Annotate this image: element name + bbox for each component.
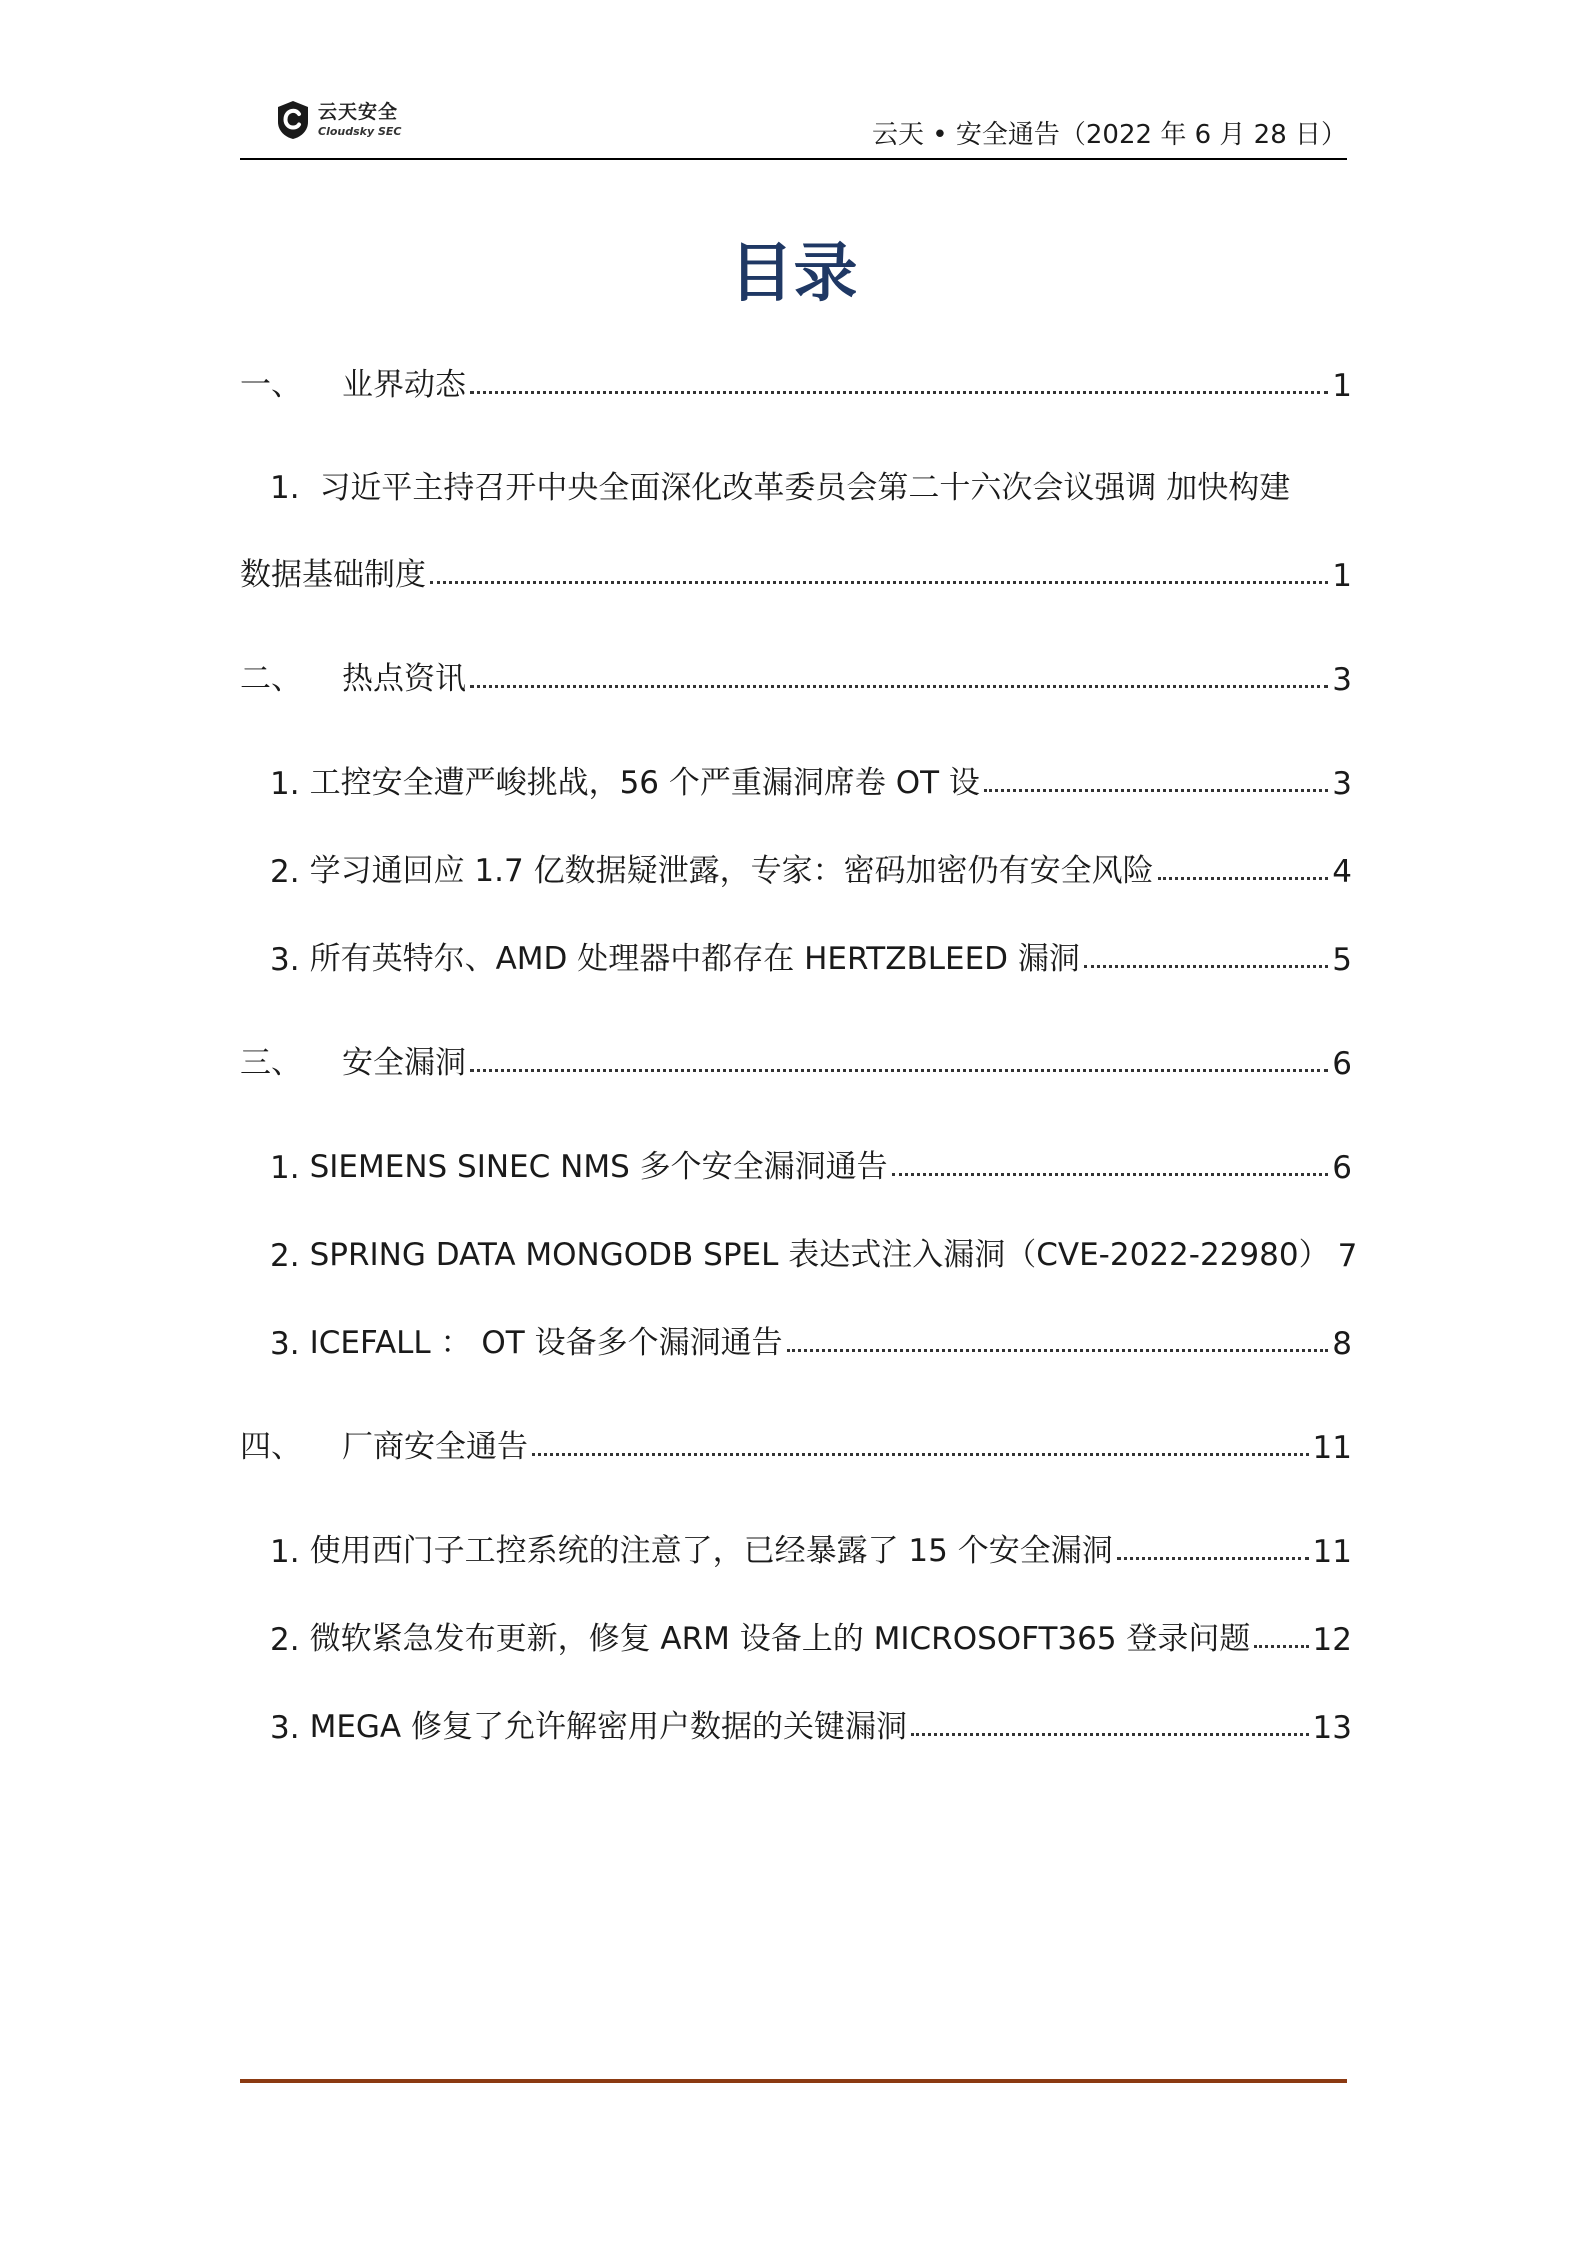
toc-item[interactable] [270,1702,1352,1746]
toc-page-number: 13 [1312,1710,1352,1746]
toc-page-number: 12 [1312,1622,1352,1658]
toc-item-label: SIEMENS SINEC NMS 多个安全漏洞通告 [309,1149,888,1185]
toc-section-industry-news[interactable] [240,360,1352,404]
toc-item-number: 1. [270,766,300,802]
toc-item-label: 学习通回应 1.7 亿数据疑泄露，专家：密码加密仍有安全风险 [309,853,1154,889]
cloudsky-logo [276,98,401,142]
toc-item-number: 2. [270,1622,300,1658]
toc-item[interactable] [270,1526,1352,1570]
toc-page-number: 7 [1337,1238,1358,1274]
toc-title: 目录 [729,237,858,311]
toc-page-number: 1 [1332,558,1352,594]
toc-item[interactable] [270,1614,1352,1658]
toc-item[interactable] [270,758,1352,802]
toc-page-number: 8 [1332,1326,1352,1362]
shield-logo-icon [276,100,310,140]
toc-leader-dots [470,1069,1328,1072]
toc-section-label: 业界动态 [342,367,466,403]
toc-item-number: 1. [270,470,300,506]
toc-item[interactable] [270,846,1352,890]
toc-item-label: 工控安全遭严峻挑战，56 个严重漏洞席卷 OT 设 [309,765,980,801]
toc-item-label: 数据基础制度 [240,557,426,593]
document-header-title: 云天 • 安全通告（2022 年 6 月 28 日） [872,120,1347,150]
toc-page-number: 3 [1332,662,1352,698]
toc-page-number: 5 [1332,942,1352,978]
toc-item-number: 3. [270,1710,300,1746]
toc-leader-dots [1117,1557,1309,1560]
toc-leader-dots [984,789,1328,792]
toc-item[interactable] [270,1230,1358,1274]
toc-item-label: MEGA 修复了允许解密用户数据的关键漏洞 [309,1709,907,1745]
toc-page-number: 11 [1312,1430,1352,1466]
toc-item[interactable] [270,934,1352,978]
toc-section-number: 三、 [240,1045,302,1081]
toc-leader-dots [1158,877,1329,880]
toc-page-number: 6 [1332,1150,1352,1186]
toc-section-number: 二、 [240,661,302,697]
toc-leader-dots [911,1733,1309,1736]
toc-section-number: 四、 [240,1429,302,1465]
toc-item-number: 1. [270,1150,300,1186]
toc-item-number: 1. [270,1534,300,1570]
toc-page-number: 3 [1332,766,1352,802]
toc-section-hot-news[interactable] [240,654,1352,698]
toc-section-number: 一、 [240,367,302,403]
toc-item-label: SPRING DATA MONGODB SPEL 表达式注入漏洞（CVE-2022-22980） [309,1237,1330,1273]
toc-section-vendor-advisories[interactable] [240,1422,1352,1466]
toc-item[interactable] [270,1142,1352,1186]
toc-item-number: 3. [270,942,300,978]
toc-page-number: 11 [1312,1534,1352,1570]
header-divider [240,158,1347,160]
toc-item-wrapped-first-line[interactable] [270,462,1352,507]
toc-section-label: 厂商安全通告 [342,1429,528,1465]
toc-item-label: 所有英特尔、AMD 处理器中都存在 HERTZBLEED 漏洞 [309,941,1080,977]
toc-item-label-line1: 习近平主持召开中央全面深化改革委员会第二十六次会议强调 加快构建 [319,470,1291,506]
toc-leader-dots [532,1453,1309,1456]
toc-leader-dots [430,581,1328,584]
toc-section-label: 热点资讯 [342,661,466,697]
toc-leader-dots [1254,1645,1308,1648]
toc-leader-dots [892,1173,1329,1176]
toc-section-label: 安全漏洞 [342,1045,466,1081]
toc-page-number: 6 [1332,1046,1352,1082]
toc-item[interactable] [270,1318,1352,1362]
toc-item-number: 2. [270,1238,300,1274]
toc-page-number: 4 [1332,854,1352,890]
footer-divider [240,2079,1347,2083]
toc-leader-dots [1084,965,1328,968]
toc-item-label: 微软紧急发布更新，修复 ARM 设备上的 MICROSOFT365 登录问题 [309,1621,1251,1657]
logo-chinese-name: 云天安全 [318,101,399,123]
toc-item-label: 使用西门子工控系统的注意了，已经暴露了 15 个安全漏洞 [309,1533,1113,1569]
toc-item-number: 2. [270,854,300,890]
toc-leader-dots [470,391,1328,394]
toc-item-label: ICEFALL ： OT 设备多个漏洞通告 [309,1325,783,1361]
toc-item-wrapped-second-line[interactable] [240,550,1352,594]
toc-item-number: 3. [270,1326,300,1362]
toc-section-vulnerabilities[interactable] [240,1038,1352,1082]
toc-leader-dots [787,1349,1329,1352]
toc-page-number: 1 [1332,368,1352,404]
logo-english-name: Cloudsky SEC [318,125,402,138]
toc-leader-dots [470,685,1328,688]
